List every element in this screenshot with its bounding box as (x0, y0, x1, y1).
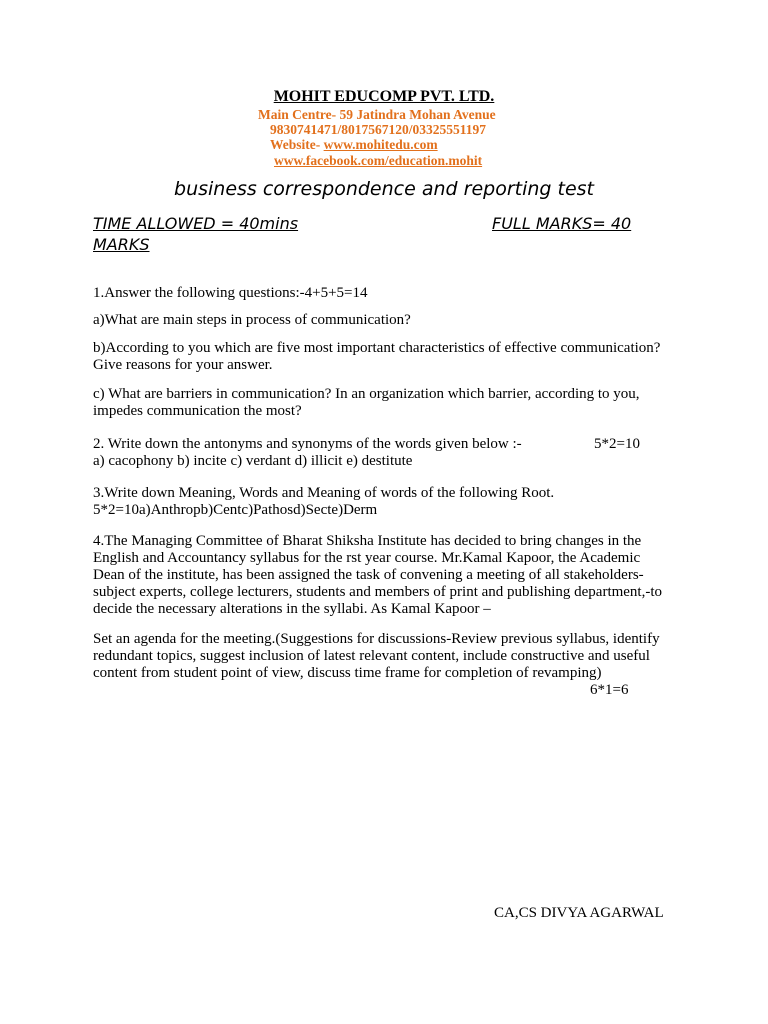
address-line: Main Centre- 59 Jatindra Mohan Avenue (258, 107, 496, 122)
website-label: Website- (270, 137, 324, 152)
marks-word: MARKS (93, 235, 150, 254)
facebook-line (274, 153, 482, 169)
question-1b: b)According to you which are five most important characteristics of effective communication? Give reasons for your answer. (93, 340, 661, 373)
question-3 (93, 485, 673, 519)
question-1a: a)What are main steps in process of communication? (93, 312, 411, 328)
phone-numbers: 9830741471/8017567120/03325551197 (270, 122, 487, 137)
website-link[interactable]: www.mohitedu.com (323, 137, 438, 152)
facebook-link[interactable]: www.facebook.com/education.mohit (274, 153, 483, 168)
question-1c: c) What are barriers in communication? In an organization which barrier, according to you, impedes communication the most? (93, 386, 640, 419)
question-2-words: a) cacophony b) incite c) verdant d) illicit e) destitute (93, 453, 413, 469)
signature: CA,CS DIVYA AGARWAL (494, 905, 664, 921)
question-3-roots: 5*2=10a)Anthropb)Centc)Pathosd)Secte)Derm (93, 502, 378, 518)
question-2-text: 2. Write down the antonyms and synonyms of the words given below :- (93, 436, 522, 452)
company-name: MOHIT EDUCOMP PVT. LTD. (273, 88, 495, 105)
time-allowed: TIME ALLOWED = 40mins (93, 214, 299, 233)
question-4-task: Set an agenda for the meeting.(Suggestions for discussions-Review previous syllabus, identify redundant topics, suggest inclusion of latest relevant content, include constructive and useful content from student point of view, discuss time frame for completion of revamping) (93, 631, 660, 681)
question-4: 4.The Managing Committee of Bharat Shiksha Institute has decided to bring changes in the English and Accountancy syllabus for the rst year course. Mr.Kamal Kapoor, the Academic Dean of the institute, has been assigned the task of convening a meeting of all stakeholders-subject experts, college lecturers, students and members of print and publishing department,-to decide the necessary alterations in the syllabi. As Kamal Kapoor – (93, 533, 663, 617)
question-1: 1.Answer the following questions:-4+5+5=14 (93, 285, 368, 301)
question-3-text: 3.Write down Meaning, Words and Meaning of words of the following Root. (93, 485, 555, 501)
full-marks: FULL MARKS= 40 (492, 214, 632, 233)
question-2 (93, 436, 673, 470)
question-4-marks: 6*1=6 (590, 682, 629, 698)
question-2-marks: 5*2=10 (594, 436, 640, 452)
test-title: business correspondence and reporting test (174, 178, 594, 200)
website-line (270, 137, 438, 153)
